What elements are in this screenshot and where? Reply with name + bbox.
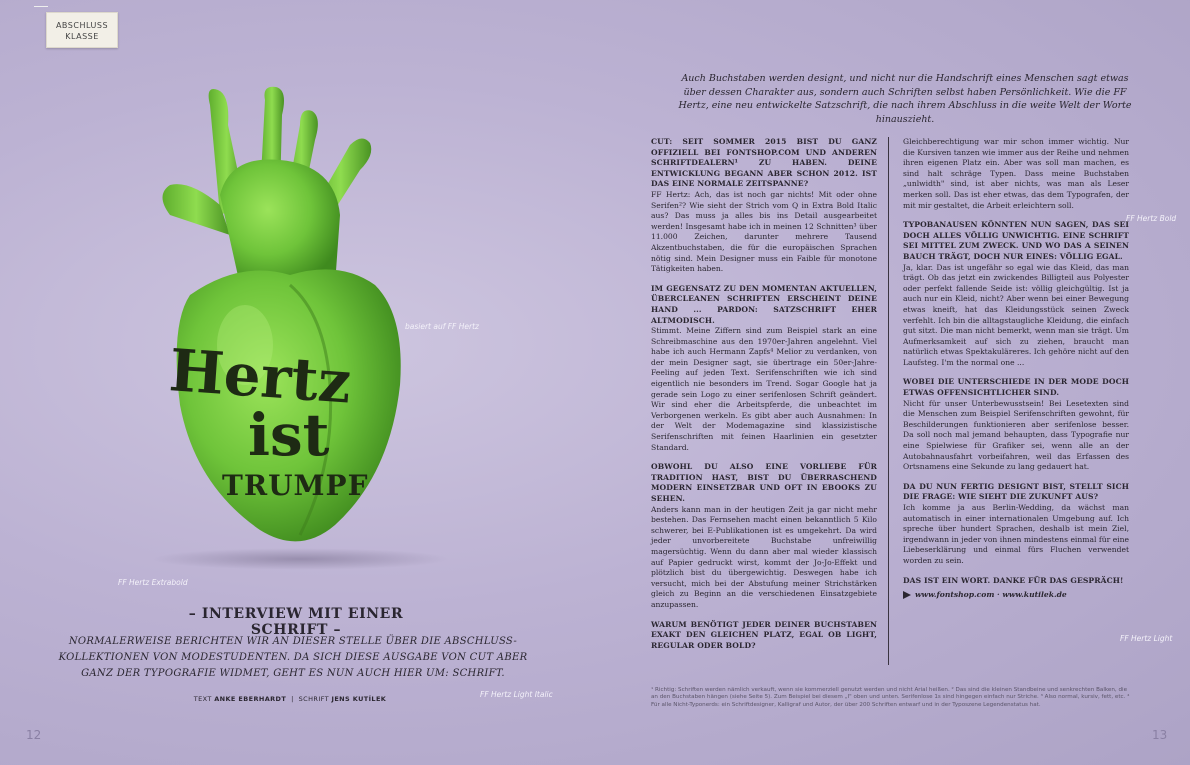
credit-font-name: JENS KUTÍLEK [331, 695, 387, 703]
annotation-extrabold: FF Hertz Extrabold [118, 578, 188, 587]
links-text: www.fontshop.com · www.kutilek.de [915, 590, 1067, 600]
annotation-bold: FF Hertz Bold [1126, 214, 1177, 223]
section-tag-line1: ABSCHLUSS [55, 21, 109, 30]
question: DA DU NUN FERTIG DESIGNT BIST, STELLT SICH DIE FRAGE: WIE SIEHT DIE ZUKUNFT AUS? [903, 481, 1129, 502]
interview-title: – INTERVIEW MIT EINER SCHRIFT – [188, 606, 404, 638]
annotation-basiert: basiert auf FF Hertz [405, 322, 479, 331]
tag-string [34, 6, 48, 7]
question: WARUM BENÖTIGT JEDER DEINER BUCHSTABEN EXAKT DEN GLEICHEN PLATZ, EGAL OB LIGHT, REGULAR ODER BOLD? [651, 619, 877, 650]
credits [120, 695, 460, 703]
answer: FF Hertz: Ach, das ist noch gar nichts! Mit oder ohne Serifen²? Wie sieht der Strich vom Q in Extra Bold Italic aus? Das muss ja alles bis ins Detail ausgearbeitet werden! Insgesamt habe ich in meinen 12 Schnitten³ über 11.000 Zeichen, darunter mehrere Tausend Akzentbuchstaben, die für die europäischen Sprachen nötig sind. Mein Designer muss ein Faible für monotone Tätigkeiten haben. [651, 189, 877, 274]
intro-paragraph: NORMALERWEISE BERICHTEN WIR AN DIESER STELLE ÜBER DIE ABSCHLUSS-KOLLEKTIONEN VON MODESTUDENTEN. DA SICH DIESE AUSGABE VON CUT ABER GANZ DER TYPOGRAFIE WIDMET, GEHT ES NUN AUCH HIER UM: SCHRIFT. [58, 636, 528, 679]
arrow-right-icon [903, 591, 911, 599]
answer: Anders kann man in der heutigen Zeit ja gar nicht mehr bestehen. Das Fernsehen macht einen bekanntlich 5 Kilo schwerer, bei E-Publikationen ist es umgekehrt. Da wird jeder unvorbereitete Buchstabe unfreiwillig magersüchtig. Wenn du dann aber mal wieder klassisch auf Papier gedruckt wirst, kommt der Jo-Jo-Effekt und plötzlich bist du übergewichtig. Deswegen habe ich versucht, mich bei der Abstufung meiner Strichstärken gleich zu Beginn an die verschiedenen Einsatzgebiete anzupassen. [651, 504, 877, 609]
credit-text-name: ANKE EBERHARDT [214, 695, 287, 703]
credit-separator: | [291, 695, 294, 703]
section-tag-line2: KLASSE [65, 32, 99, 41]
answer: Nicht für unser Unterbewusstsein! Bei Lesetexten sind die Menschen zum Beispiel Serifenschriften gewohnt, für Beschilderungen funktionieren aber serifenlose besser. Da soll noch mal jemand behaupten, dass Typografie nur eine Spielwiese für Grafiker sei, wenn alle an der Autobahnausfahrt vorbeifahren, weil das Erfassen des Ortsnamens eine Sekunde zu lang gedauert hat. [903, 398, 1129, 472]
lead-paragraph: Auch Buchstaben werden designt, und nicht nur die Handschrift eines Menschen sagt etwas über dessen Charakter aus, sondern auch Schriften selbst haben Persönlichkeit. Wie die FF Hertz, eine neu entwickelte Satzschrift, die nach ihrem Abschluss in die weite Welt der Worte hinauszieht. [678, 73, 1132, 125]
interview-column-1 [651, 137, 877, 651]
footnotes: ¹ Richtig: Schriften werden nämlich verkauft, wenn sie kommerziell genutzt werden und nicht Arial heißen. ² Das sind die kleinen Standbeine und senkrechten Balken, die an den Buchstaben hängen (siehe Seite 5). Zum Beispiel bei diesem „I" oben und unten. Serifenlose 1s sind hingegen einfach nur Striche. ³ Also normal, kursiv, fett, etc. ⁴ Für alle Nicht-Typonerds: ein Schriftdesigner, Kalligraf und Autor, der über 200 Schriften entwarf und in der Typoszene Legendenstatus hat. [651, 687, 1130, 708]
answer: Gleichberechtigung war mir schon immer wichtig. Nur die Kursiven tanzen wie immer aus der Reihe und nehmen ihren eigenen Platz ein. Aber was soll man machen, es sind halt schräge Typen. Dass meine Buchstaben „unlwidth" sind, ist aber nichts, was man als Leser merken soll. Das ist eher etwas, das dem Typografen, der mit mir gestaltet, die Arbeit erleichtern soll. [903, 137, 1129, 210]
annotation-light: FF Hertz Light [1120, 634, 1173, 643]
credit-text-label: TEXT [193, 695, 212, 703]
heart-text-trumpf: TRUMPF [222, 469, 369, 502]
column-divider [888, 137, 889, 665]
website-links[interactable] [903, 590, 1129, 601]
answer: Stimmt. Meine Ziffern sind zum Beispiel stark an eine Schreibmaschine aus den 1970er-Jahren angelehnt. Viel habe ich auch Hermann Zapfs⁴ Melior zu verdanken, von der mein Designer sagt, sie übertrage ein 50er-Jahre-Feeling auf jeden Text. Serifenschriften wie ich sind eigentlich nie besonders im Trend. Sogar Google hat ja gerade sein Logo zu einer serifenlosen Schrift geändert. Wir sind eher die Arbeitspferde, die unbeachtet im Verborgenen werkeln. Es gibt aber auch Ausnahmen: In der Welt der Modemagazine sind klassizistische Serifenschriften mit feinen Haarlinien ein gesetzter Standard. [651, 326, 877, 452]
page-number-right: 13 [1152, 728, 1168, 742]
page-number-left: 12 [26, 728, 42, 742]
answer: Ja, klar. Das ist ungefähr so egal wie das Kleid, das man trägt. Ob das jetzt ein zwickendes Billigteil aus Polyester oder perfekt fallende Seide ist: völlig gleichgültig. Ist ja auch nur ein Kleid, nicht? Aber wenn bei einer Bewegung etwas kneift, hat das Kleidungsstück seinen Zweck verfehlt. Ich bin die alltagstaugliche Kleidung, die einfach gut sitzt. Die man nicht bemerkt, wenn man sie trägt. Um Aufmerksamkeit auf sich zu ziehen, braucht man natürlich etwas Spektakuläreres. Ich gehöre nicht auf den Laufsteg. I'm the normal one ... [903, 262, 1129, 367]
interview-column-2 [903, 137, 1129, 601]
question: IM GEGENSATZ ZU DEN MOMENTAN AKTUELLEN, ÜBERCLEANEN SCHRIFTEN ERSCHEINT DEINE HAND ... PARDON: SATZSCHRIFT EHER ALTMODISCH. [651, 283, 877, 325]
green-heart-image [150, 85, 420, 555]
question: CUT: SEIT SOMMER 2015 BIST DU GANZ OFFIZIELL BEI FONTSHOP.COM UND ANDEREN SCHRIFTDEALERN¹ ZU HABEN. DEINE ENTWICKLUNG BEGANN ABER SCHON 2012. IST DAS EINE NORMALE ZEITSPANNE? [651, 137, 877, 189]
answer: Ich komme ja aus Berlin-Wedding, da wächst man automatisch in einer internationalen Umgebung auf. Ich spreche über hundert Sprachen, deshalb ist mein Ziel, irgendwann in jeder von ihnen mindestens einmal für eine Liebeserklärung und einmal fürs Fluchen verwendet worden zu sein. [903, 503, 1129, 565]
section-tag [46, 12, 118, 48]
heart-text-hertz: Hertz [167, 336, 354, 417]
question: DAS IST EIN WORT. DANKE FÜR DAS GESPRÄCH! [903, 575, 1124, 585]
question: TYPOBANAUSEN KÖNNTEN NUN SAGEN, DAS SEI DOCH ALLES VÖLLIG UNWICHTIG. EINE SCHRIFT SEI MITTEL ZUM ZWECK. UND WO DAS A SEINEN BAUCH TRÄGT, DOCH NUR EINES: VÖLLIG EGAL. [903, 220, 1129, 261]
heart-text-ist: ist [248, 401, 330, 469]
question: WOBEI DIE UNTERSCHIEDE IN DER MODE DOCH ETWAS OFFENSICHTLICHER SIND. [903, 377, 1129, 398]
credit-font-label: SCHRIFT [298, 695, 330, 703]
annotation-light-italic: FF Hertz Light Italic [480, 690, 553, 699]
question: OBWOHL DU ALSO EINE VORLIEBE FÜR TRADITION HAST, BIST DU ÜBERRASCHEND MODERN EINSETZBAR UND OFT IN EBOOKS ZU SEHEN. [651, 462, 877, 503]
